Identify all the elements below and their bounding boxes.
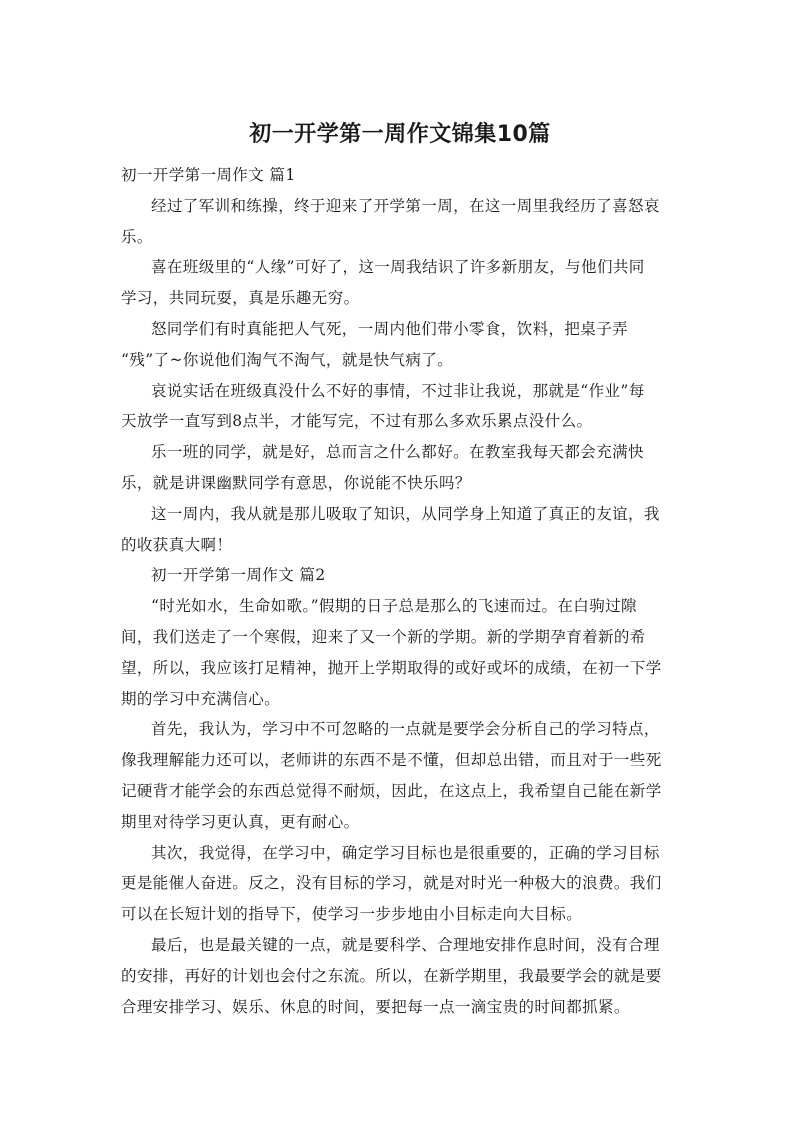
section-heading-essay-2: 初一开学第一周作文 篇2 xyxy=(151,566,326,585)
paragraph-line: 更是能催人奋进。反之，没有目标的学习，就是对时光一种极大的浪费。我们 xyxy=(121,874,662,893)
paragraph-line: 喜在班级里的“人缘”可好了，这一周我结识了许多新朋友，与他们共同 xyxy=(151,258,645,277)
paragraph-line: 记硬背才能学会的东西总觉得不耐烦，因此，在这点上，我希望自己能在新学 xyxy=(121,781,662,800)
paragraph-line: 合理安排学习、娱乐、休息的时间，要把每一点一滴宝贵的时间都抓紧。 xyxy=(121,997,630,1016)
paragraph-line: 的安排，再好的计划也会付之东流。所以，在新学期里，我最要学会的就是要 xyxy=(121,966,662,985)
paragraph-line: 望，所以，我应该打足精神，抛开上学期取得的或好或坏的成绩，在初一下学 xyxy=(121,658,662,677)
document-body xyxy=(121,160,669,1022)
paragraph-line: 乐一班的同学，就是好，总而言之什么都好。在教室我每天都会充满快 xyxy=(151,443,644,462)
paragraph-line: 其次，我觉得，在学习中，确定学习目标也是很重要的，正确的学习目标 xyxy=(151,843,660,862)
paragraph-line: 学习，共同玩耍，真是乐趣无穷。 xyxy=(121,289,360,308)
paragraph-line: 乐，就是讲课幽默同学有意思，你说能不快乐吗？ xyxy=(121,473,471,492)
paragraph-line: 可以在长短计划的指导下，使学习一步步地由小目标走向大目标。 xyxy=(121,905,583,924)
paragraph-line: 天放学一直写到8点半，才能写完，不过有那么多欢乐累点没什么。 xyxy=(121,412,593,431)
paragraph-line: “残”了~你说他们淘气不淘气，就是快气病了。 xyxy=(121,350,454,369)
paragraph-line: 期的学习中充满信心。 xyxy=(121,689,281,708)
paragraph-line: 乐。 xyxy=(121,227,153,246)
paragraph-line: 像我理解能力还可以，老师讲的东西不是不懂，但却总出错，而且对于一些死 xyxy=(121,751,662,770)
paragraph-line: 经过了军训和练操，终于迎来了开学第一周，在这一周里我经历了喜怒哀 xyxy=(151,196,660,215)
paragraph-line: 首先，我认为，学习中不可忽略的一点就是要学会分析自己的学习特点， xyxy=(151,720,660,739)
paragraph-line: 哀说实话在班级真没什么不好的事情，不过非让我说，那就是“作业”每 xyxy=(151,381,645,400)
paragraph-line: 这一周内，我从就是那儿吸取了知识，从同学身上知道了真正的友谊，我 xyxy=(151,504,660,523)
paragraph-line: 间，我们送走了一个寒假，迎来了又一个新的学期。新的学期孕育着新的希 xyxy=(121,627,646,646)
paragraph-line: 怒同学们有时真能把人气死，一周内他们带小零食，饮料，把桌子弄 xyxy=(151,319,629,338)
paragraph-line: 期里对待学习更认真，更有耐心。 xyxy=(121,812,360,831)
paragraph-line: 最后，也是最关键的一点，就是要科学、合理地安排作息时间，没有合理 xyxy=(151,935,660,954)
document-title: 初一开学第一周作文锦集10篇 xyxy=(249,122,551,147)
paragraph-line: “时光如水，生命如歌。”假期的日子总是那么的飞速而过。在白驹过隙 xyxy=(151,597,637,616)
paragraph-line: 的收获真大啊！ xyxy=(121,535,233,554)
section-heading-essay-1: 初一开学第一周作文 篇1 xyxy=(121,166,296,184)
